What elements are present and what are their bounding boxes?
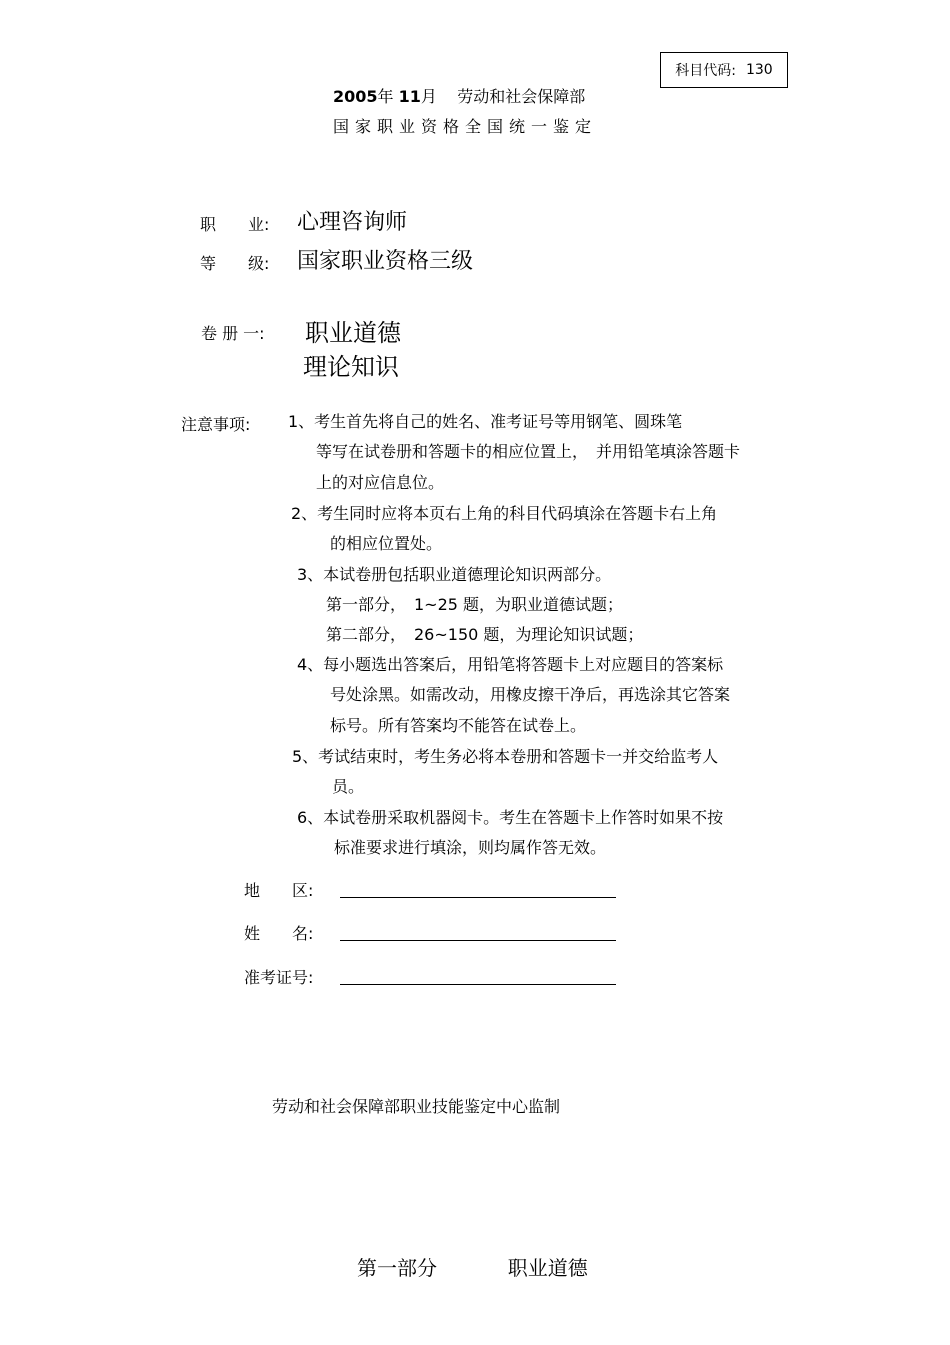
- exam-year: 2005: [333, 87, 378, 106]
- note-line: 6、本试卷册采取机器阅卡。考生在答题卡上作答时如果不按: [297, 808, 724, 827]
- section-part: 第一部分: [357, 1256, 437, 1280]
- issuer: 劳动和社会保障部: [457, 87, 586, 106]
- name-field[interactable]: [340, 940, 616, 941]
- note-line: 等写在试卷册和答题卡的相应位置上， 并用铅笔填涂答题卡: [316, 442, 741, 461]
- note-line: 3、本试卷册包括职业道德理论知识两部分。: [297, 565, 612, 584]
- note-line: 的相应位置处。: [330, 534, 443, 553]
- occupation-value: 心理咨询师: [297, 210, 408, 235]
- subject-code-label: 科目代码:: [675, 63, 736, 79]
- note-line: 员。: [332, 777, 365, 796]
- exam-date-issuer: [333, 84, 585, 107]
- supervisor-footer: 劳动和社会保障部职业技能鉴定中心监制: [272, 1097, 561, 1116]
- ticket-number-field[interactable]: [340, 984, 616, 985]
- note-line: 标号。所有答案均不能答在试卷上。: [330, 716, 587, 735]
- note-line: 第二部分， 26~150 题，为理论知识试题；: [326, 625, 644, 644]
- note-line: 1、考生首先将自己的姓名、准考证号等用钢笔、圆珠笔: [288, 412, 683, 431]
- occupation-label: 职 业:: [200, 215, 270, 234]
- notes-label: 注意事项:: [181, 415, 251, 434]
- volume-title-line1: 职业道德: [305, 319, 401, 347]
- note-line: 第一部分， 1~25 题，为职业道德试题；: [326, 595, 624, 614]
- region-label: 地 区:: [244, 881, 314, 900]
- level-value: 国家职业资格三级: [297, 249, 474, 274]
- name-label: 姓 名:: [244, 924, 314, 943]
- volume-title-line2: 理论知识: [303, 353, 399, 381]
- month-unit: 月: [420, 87, 437, 106]
- subject-code-box: [660, 52, 788, 88]
- region-field[interactable]: [340, 897, 616, 898]
- ticket-number-label: 准考证号:: [244, 968, 314, 987]
- subject-code-value: 130: [745, 62, 773, 78]
- exam-month: 11: [398, 87, 421, 106]
- section-title: [357, 1252, 588, 1281]
- note-line: 号处涂黑。如需改动，用橡皮擦干净后，再选涂其它答案: [330, 685, 731, 704]
- level-label: 等 级:: [200, 254, 270, 273]
- exam-subtitle: 国家职业资格全国统一鉴定: [333, 117, 598, 136]
- note-line: 2、考生同时应将本页右上角的科目代码填涂在答题卡右上角: [291, 504, 718, 523]
- note-line: 4、每小题选出答案后，用铅笔将答题卡上对应题目的答案标: [297, 655, 724, 674]
- section-name: 职业道德: [507, 1256, 588, 1280]
- year-unit: 年: [377, 87, 394, 106]
- note-line: 5、考试结束时，考生务必将本卷册和答题卡一并交给监考人: [292, 747, 719, 766]
- note-line: 上的对应信息位。: [316, 473, 445, 492]
- note-line: 标准要求进行填涂，则均属作答无效。: [334, 838, 607, 857]
- volume-label: 卷 册 一:: [201, 324, 265, 343]
